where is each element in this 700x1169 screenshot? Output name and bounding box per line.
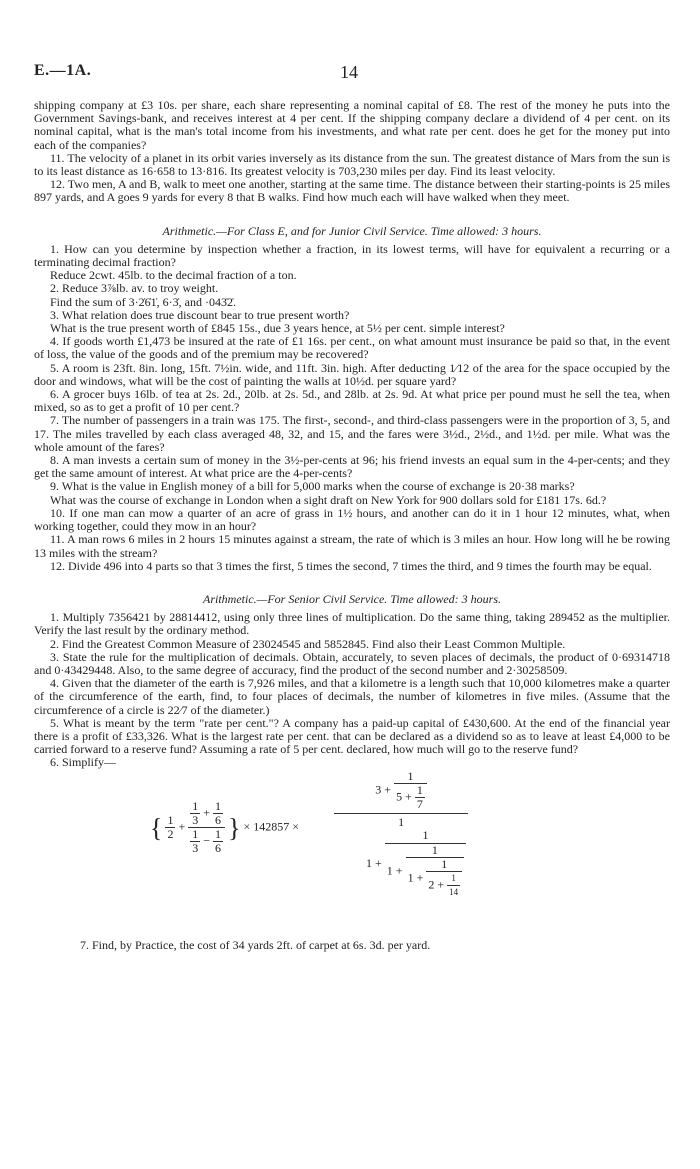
simplify-left-term: { $\frac{1}{2}$ + $\frac{1}{3}$ + $\frac{1}{6}$ $\frac{1}{3}$ − $\frac{1}{6}$ } × 142857 × [150, 798, 300, 856]
question-12: 12. Two men, A and B, walk to meet one another, starting at the same time. The distance between their starting-points is 25 miles 897 yards, and A goes 9 yards for every 8 that B walks. Find how much each will have walked when they meet. [34, 177, 670, 205]
simplify-right-term: 3 + 1 5 + $\frac{1}{7}$ 1 1 + 1 1 + 1 1 + 1 2 + $\frac{1}{14}$ [334, 770, 468, 900]
document-body [34, 99, 670, 952]
senior-section-heading: Arithmetic.—For Senior Civil Service. Time allowed: 3 hours. [203, 591, 501, 606]
junior-q5: 5. A room is 23ft. 8in. long, 15ft. 7½in. wide, and 11ft. 3in. high. After deducting 1⁄12 of the area for the space occupied by the door and windows, what will be the cost of painting the walls at 10½d. per square yard? [34, 360, 670, 388]
junior-q1b: Reduce 2cwt. 45lb. to the decimal fraction of a ton. [50, 268, 297, 283]
senior-q2: 2. Find the Greatest Common Measure of 23024545 and 5852845. Find also their Least Common Multiple. [50, 636, 566, 651]
junior-q2b: Find the sum of 3·2̇6̇1̇, 6·3̇, and ·043̇2̇. [50, 294, 236, 309]
senior-q1: 1. Multiply 7356421 by 28814412, using only three lines of multiplication. Do the same thing, taking 289452 as the multiplier. Verify the last result by the ordinary method. [34, 610, 670, 638]
junior-q12: 12. Divide 496 into 4 parts so that 3 times the first, 5 times the second, 7 times the third, and 9 times the fourth may be equal. [50, 558, 652, 573]
junior-q9b: What was the course of exchange in London when a sight draft on New York for 900 dollars sold for £181 17s. 6d.? [50, 492, 607, 507]
senior-q7: 7. Find, by Practice, the cost of 34 yards 2ft. of carpet at 6s. 3d. per yard. [80, 937, 431, 952]
question-11: 11. The velocity of a planet in its orbit varies inversely as its distance from the sun. The greatest distance of Mars from the sun is to its least distance as 16·658 to 13·816. Its greatest velocity is 703,230 miles per day. Find its least velocity. [34, 150, 670, 179]
junior-q3b: What is the true present worth of £845 15s., due 3 years hence, at 5½ per cent. simple interest? [50, 321, 505, 336]
junior-q3: 3. What relation does true discount bear to true present worth? [50, 307, 350, 322]
junior-q1: 1. How can you determine by inspection whether a fraction, in its lowest terms, will have for equivalent a recurring or a terminating decimal fraction? [34, 241, 670, 270]
header-left: E.—1A. [34, 62, 92, 79]
junior-q7: 7. The number of passengers in a train was 175. The first-, second-, and third-class passengers were in the proportion of 3, 5, and 17. The miles travelled by each class averaged 48, 32, and 15, and the fares were 3½d., 2½d., and 1½d. per mile. What was the whole amount of the fares? [34, 413, 670, 454]
junior-q6: 6. A grocer buys 16lb. of tea at 2s. 2d., 20lb. at 2s. 5d., and 28lb. at 2s. 9d. At what price per pound must he sell the tea, when mixed, so as to get a profit of 10 per cent.? [34, 387, 670, 415]
senior-q4: 4. Given that the diameter of the earth is 7,926 miles, and that a kilometre is a length such that 10,000 kilometres make a quarter of the circumference of the earth, find, to four places of decimals, the number of kilometres in five miles. (Assume that the circumference of a circle is 22⁄7 of the diameter.) [34, 676, 670, 717]
junior-section-heading: Arithmetic.—For Class E, and for Junior Civil Service. Time allowed: 3 hours. [162, 223, 542, 238]
junior-q4: 4. If goods worth £1,473 be insured at the rate of £1 16s. per cent., on what amount must insurance be paid so that, in the event of loss, the value of the goods and of the premium may be recovered? [34, 334, 670, 362]
senior-q6: 6. Simplify— [50, 755, 117, 770]
intro-paragraph: shipping company at £3 10s. per share, each share representing a nominal capital of £8. The rest of the money he puts into the Government Savings-bank, and receives interest at 4 per cent. If the shipping company declare a dividend of 4 per cent. on its nominal capital, what is the man's total income from his investments, and what rate per cent. does he get for the money put into each of the companies? [34, 98, 670, 152]
times-multiplier: × 142857 × [243, 819, 300, 834]
junior-q2: 2. Reduce 3⅞lb. av. to troy weight. [50, 281, 219, 296]
junior-q11: 11. A man rows 6 miles in 2 hours 15 minutes against a stream, the rate of which is 3 miles an hour. How long will he be rowing 13 miles with the stream? [34, 532, 670, 560]
senior-q3: 3. State the rule for the multiplication of decimals. Obtain, accurately, to seven places of decimals, the product of 0·69314718 and 0·43429448. Also, to the same degree of accuracy, find the product of the second number and 2·30258509. [34, 649, 670, 677]
page-number: 14 [340, 62, 358, 82]
junior-q8: 8. A man invests a certain sum of money in the 3½-per-cents at 96; his friend invests an equal sum in the 4-per-cents; and they get the same amount of interest. At what price are the 4-per-cents? [34, 453, 670, 481]
junior-q9: 9. What is the value in English money of a bill for 5,000 marks when the course of exchange is 20·38 marks? [50, 479, 575, 494]
junior-q10: 10. If one man can mow a quarter of an acre of grass in 1½ hours, and another can do it in 1 hour 12 minutes, what, when working together, could they mow in an hour? [34, 505, 670, 534]
senior-q5: 5. What is meant by the term "rate per cent."? A company has a paid-up capital of £430,600. At the end of the financial year there is a profit of £33,326. What is the largest rate per cent. that can be declared as a dividend so as to leave at least £4,000 to be carried forward to a reserve fund? Assuming a rate of 5 per cent. declared, how much will go to the reserve fund? [34, 715, 670, 757]
simplify-expression [34, 770, 670, 935]
